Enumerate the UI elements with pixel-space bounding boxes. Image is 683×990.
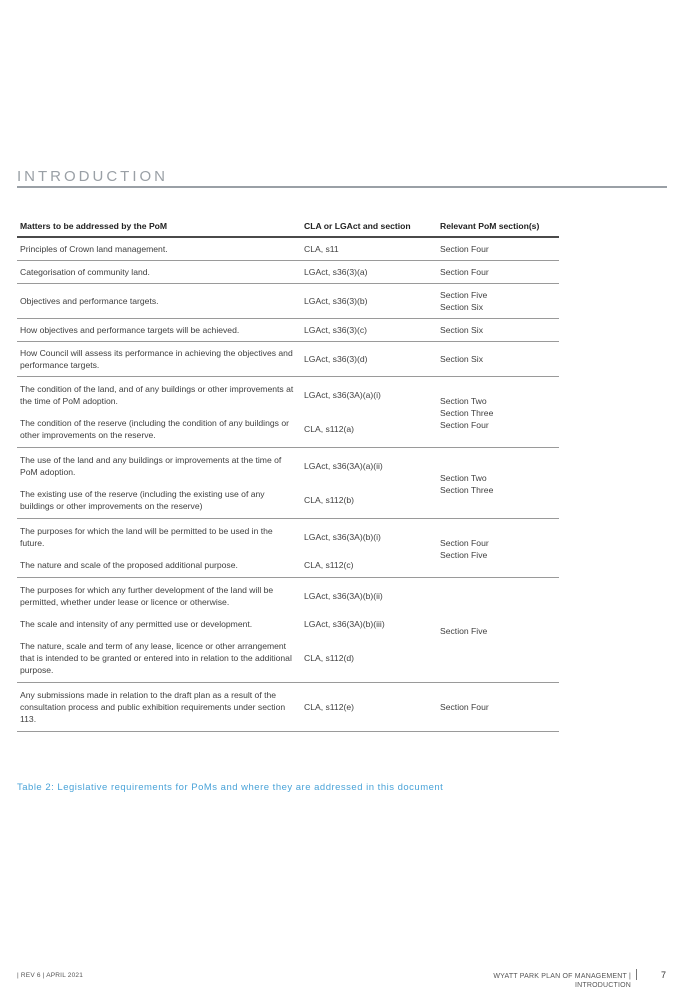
table-row — [17, 683, 559, 732]
pom-sections-cell — [437, 683, 559, 732]
act-section-cell: LGAct, s36(3A)(a)(i) — [304, 390, 381, 400]
pom-section-label: Section Four — [440, 537, 489, 548]
matter-cell: Categorisation of community land. — [17, 261, 301, 284]
footer-title: WYATT PARK PLAN OF MANAGEMENT | — [493, 973, 631, 980]
act-section-cell: LGAct, s36(3)(b) — [301, 284, 437, 319]
matter-cell: Objectives and performance targets. — [17, 284, 301, 319]
pom-section-label: Section Five — [440, 549, 488, 560]
matter-cell: How objectives and performance targets will be achieved. — [17, 319, 301, 342]
table-row — [17, 377, 559, 413]
matter-cell: Any submissions made in relation to the draft plan as a result of the consultation process and public exhibition requirements under section 113. — [17, 683, 301, 732]
pom-section-label: Section Two — [440, 472, 487, 483]
pom-sections-cell — [437, 377, 559, 448]
matter-cell: The use of the land and any buildings or improvements at the time of PoM adoption. — [20, 455, 282, 477]
matter-cell: The nature, scale and term of any lease, licence or other arrangement that is intended to be granted or entered into in relation to the additional purpose. — [17, 635, 301, 683]
pom-sections-cell — [437, 519, 559, 578]
pom-section-label: Section Two — [440, 395, 487, 406]
table-caption: Table 2: Legislative requirements for PoMs and where they are addressed in this document — [17, 782, 444, 793]
matter-cell: The scale and intensity of any permitted use or development. — [20, 619, 253, 629]
matter-cell: How Council will assess its performance in achieving the objectives and performance targets. — [17, 342, 301, 377]
table-row — [17, 342, 559, 377]
act-section-cell: CLA, s112(e) — [301, 683, 437, 732]
table-row — [17, 284, 559, 319]
pom-sections-cell — [437, 284, 559, 319]
pom-section-label: Section Five — [440, 290, 488, 300]
matter-cell: The nature and scale of the proposed additional purpose. — [17, 554, 301, 578]
pom-section-label: Section Five — [440, 625, 488, 636]
act-section-cell: CLA, s112(b) — [301, 483, 437, 519]
pom-sections-cell — [437, 448, 559, 519]
matter-cell: The condition of the land, and of any buildings or other improvements at the time of PoM adoption. — [20, 384, 294, 406]
footer-subtitle: INTRODUCTION — [574, 982, 631, 989]
act-section-cell: LGAct, s36(3)(c) — [301, 319, 437, 342]
table-body — [17, 237, 559, 732]
pom-sections-cell — [437, 261, 559, 284]
pom-section-label: Section Three — [440, 407, 494, 418]
matter-cell: The purposes for which the land will be permitted to be used in the future. — [20, 526, 273, 548]
table-row — [17, 237, 559, 261]
pom-section-label: Section Four — [440, 267, 489, 277]
act-section-cell: LGAct, s36(3A)(b)(iii) — [304, 619, 385, 629]
table-row — [17, 319, 559, 342]
heading-divider — [17, 186, 667, 188]
table-row — [17, 578, 559, 614]
act-section-cell: CLA, s112(d) — [301, 635, 437, 683]
pom-section-label: Section Six — [440, 302, 483, 312]
legislative-requirements-table — [17, 216, 559, 732]
pom-section-label: Section Four — [440, 419, 489, 430]
matter-cell: The existing use of the reserve (including the existing use of any buildings or other improvements on the reserve) — [17, 483, 301, 519]
matter-cell: Principles of Crown land management. — [17, 237, 301, 261]
footer-document-title — [493, 972, 631, 990]
footer-divider — [636, 969, 637, 980]
act-section-cell: LGAct, s36(3A)(b)(i) — [304, 532, 381, 542]
table-row — [17, 448, 559, 484]
act-section-cell: LGAct, s36(3)(a) — [301, 261, 437, 284]
pom-sections-cell — [437, 342, 559, 377]
act-section-cell: LGAct, s36(3A)(b)(ii) — [304, 591, 383, 601]
act-section-cell: CLA, s112(c) — [301, 554, 437, 578]
pom-section-label: Section Three — [440, 484, 494, 495]
column-header-matters: Matters to be addressed by the PoM — [17, 216, 301, 237]
pom-section-label: Section Four — [440, 702, 489, 712]
pom-section-label: Section Four — [440, 244, 489, 254]
act-section-cell: LGAct, s36(3A)(a)(ii) — [304, 461, 383, 471]
act-section-cell: CLA, s112(a) — [301, 412, 437, 448]
pom-section-label: Section Six — [440, 354, 483, 364]
matter-cell: The purposes for which any further development of the land will be permitted, whether under lease or licence or otherwise. — [20, 585, 274, 607]
footer-revision: | REV 6 | APRIL 2021 — [17, 972, 84, 979]
column-header-act: CLA or LGAct and section — [301, 216, 437, 237]
section-heading: INTRODUCTION — [17, 168, 168, 185]
matter-cell: The condition of the reserve (including the condition of any buildings or other improvements on the reserve. — [17, 412, 301, 448]
column-header-sections: Relevant PoM section(s) — [437, 216, 559, 237]
table-header-row — [17, 216, 559, 237]
act-section-cell: LGAct, s36(3)(d) — [301, 342, 437, 377]
pom-sections-cell — [437, 237, 559, 261]
page-number: 7 — [661, 970, 667, 980]
act-section-cell: CLA, s11 — [301, 237, 437, 261]
pom-sections-cell — [437, 319, 559, 342]
pom-section-label: Section Six — [440, 325, 483, 335]
pom-sections-cell — [437, 578, 559, 683]
table-row — [17, 519, 559, 555]
table-row — [17, 261, 559, 284]
